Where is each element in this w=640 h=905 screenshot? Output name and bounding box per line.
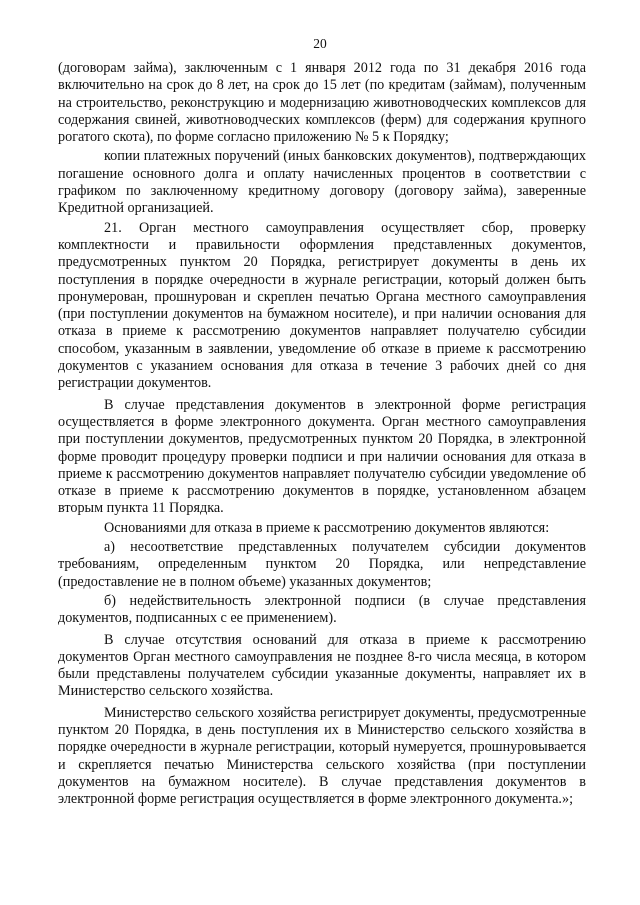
paragraph-refusal-grounds: Основаниями для отказа в приеме к рассмотрению документов являются:: [104, 519, 550, 536]
paragraph-electronic-submission: В случае представления документов в электронной форме регистрация осуществляется в форме электронного документа. Орган местного самоуправления при поступлении документов, предусмотренных пунктом 20 Порядка, в электронной форме проводит процедуру проверки подписи и при наличии основания для отказа в приеме к рассмотрению документов направляет получателю субсидии уведомление об отказе в приеме к рассмотрению документов в порядке, установленном абзацем вторым пункта 11 Порядка.: [58, 396, 586, 517]
paragraph-ground-a: а) несоответствие представленных получателем субсидии документов требованиям, определенным пунктом 20 Порядка, или непредставление (предоставление не в полном объеме) указанных документов;: [58, 539, 586, 590]
paragraph-ministry-registration: Министерство сельского хозяйства регистрирует документы, предусмотренные пунктом 20 Порядка, в день поступления их в Министерство сельского хозяйства в порядке очередности в журнале регистрации, который нумеруется, прошнуровывается и скрепляется печатью Министерства сельского хозяйства (при поступлении документов на бумажном носителе). В случае представления документов в электронной форме регистрация осуществляется в форме электронного документа.»;: [58, 704, 586, 808]
page-number: 20: [313, 36, 327, 51]
document-body: [58, 60, 586, 810]
paragraph-payment-orders: копии платежных поручений (иных банковских документов), подтверждающих погашение основного долга и оплату начисленных процентов в соответствии с графиком по заключенному кредитному договору (договору займа), заверенные Кредитной организацией.: [58, 148, 586, 217]
paragraph-continuation: (договорам займа), заключенным с 1 января 2012 года по 31 декабря 2016 года включительно на срок до 8 лет, на срок до 15 лет (по кредитам (займам), полученным на строительство, реконструкцию и модернизацию животноводческих комплексов для содержания свиней, животноводческих комплексов (ферм) для содержания крупного рогатого скота), по форме согласно приложению № 5 к Порядку;: [58, 60, 586, 146]
paragraph-no-refusal: В случае отсутствия оснований для отказа в приеме к рассмотрению документов Орган местного самоуправления не позднее 8-го числа месяца, в котором были представлены получателем субсидии указанные документы, направляет их в Министерство сельского хозяйства.: [58, 631, 586, 700]
paragraph-ground-b: б) недействительность электронной подписи (в случае представления документов, подписанных с ее применением).: [58, 592, 586, 627]
paragraph-clause-21: 21. Орган местного самоуправления осуществляет сбор, проверку комплектности и правильности оформления представленных документов, предусмотренных пунктом 20 Порядка, регистрирует документы в день их поступления в порядке очередности в журнале регистрации, который должен быть пронумерован, прошнурован и скреплен печатью Органа местного самоуправления (при поступлении документов на бумажном носителе), и при наличии основания для отказа в приеме к рассмотрению документов направляет получателю субсидии способом, указанным в заявлении, уведомление об отказе в приеме к рассмотрению документов с указанием основания для отказа в течение 3 рабочих дней со дня регистрации документов.: [58, 219, 586, 392]
